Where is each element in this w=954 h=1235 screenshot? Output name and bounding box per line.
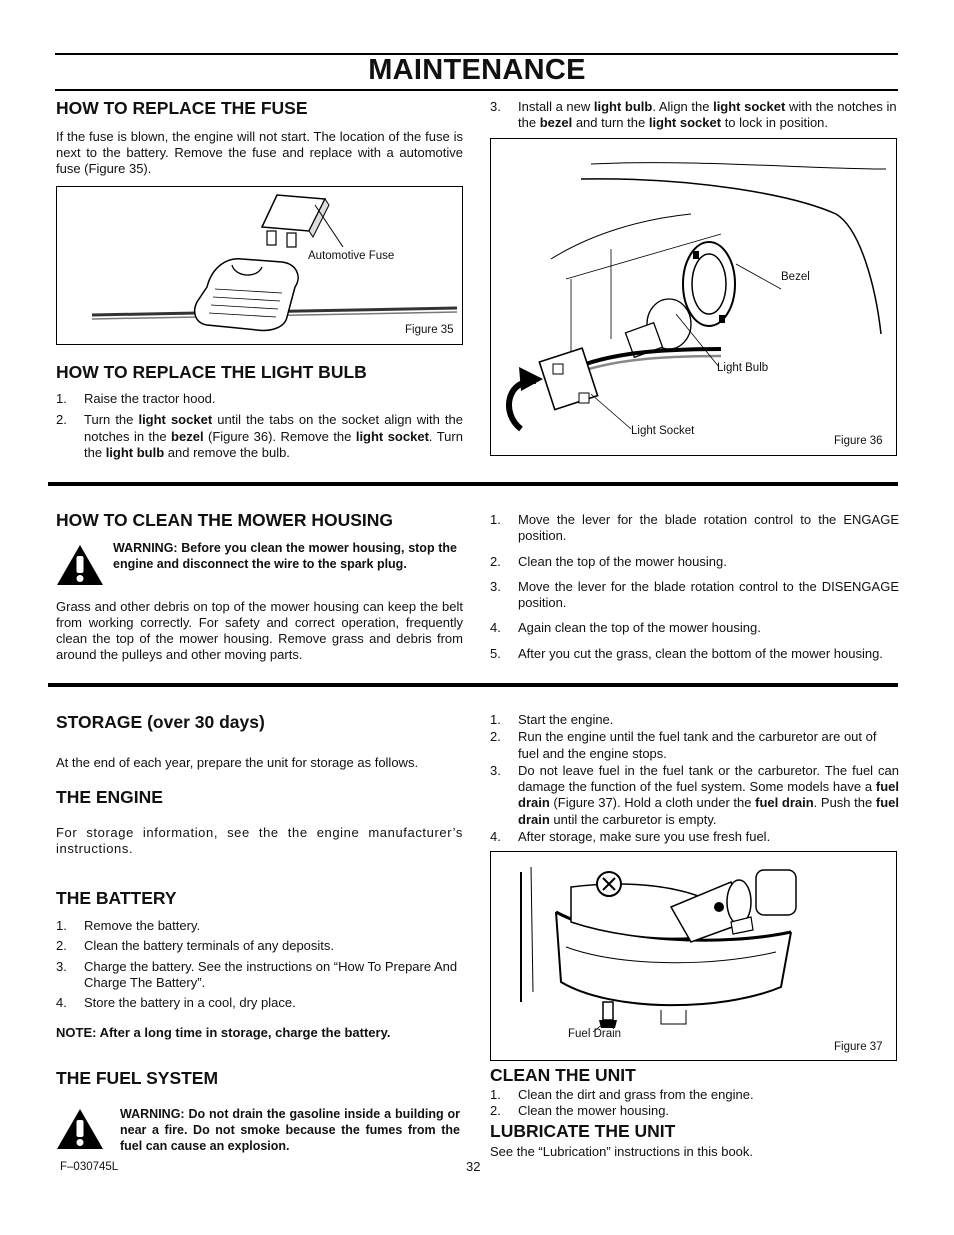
list-item: 4. After storage, make sure you use fresh fuel. <box>490 829 771 845</box>
section-divider <box>48 683 898 687</box>
battery-note: NOTE: After a long time in storage, charge the battery. <box>56 1025 391 1040</box>
title-rule <box>55 89 898 91</box>
section-divider <box>48 482 898 486</box>
fuse-illustration <box>57 187 462 344</box>
lubricate-heading: LUBRICATE THE UNIT <box>490 1121 676 1141</box>
warning-icon <box>56 1108 104 1150</box>
figure-37-label: Figure 37 <box>834 1041 883 1053</box>
storage-intro: At the end of each year, prepare the unit for storage as follows. <box>56 755 419 770</box>
page-title: MAINTENANCE <box>368 54 586 86</box>
fuel-drain-illustration <box>491 852 896 1060</box>
list-item: 4. Store the battery in a cool, dry place. <box>56 995 296 1011</box>
fuse-callout-label: Automotive Fuse <box>308 250 395 262</box>
battery-heading: THE BATTERY <box>56 888 177 908</box>
light-bulb-illustration <box>491 139 896 455</box>
list-item: 3. Install a new light bulb. Align the light socket with the notches in the bezel and turn the light socket to lock in position. <box>490 99 897 131</box>
storage-heading: STORAGE (over 30 days) <box>56 712 265 732</box>
clean-unit-steps <box>490 1087 899 1120</box>
bulb-steps-left <box>56 391 463 461</box>
figure-35 <box>56 186 463 345</box>
light-bulb-label: Light Bulb <box>717 362 769 374</box>
mower-warning: WARNING: Before you clean the mower housing, stop the engine and disconnect the wire to the spark plug. <box>113 541 457 571</box>
list-item: 3. Do not leave fuel in the fuel tank or the carburetor. The fuel can damage the function of the fuel system. Some models have a fuel drain (Figure 37). Hold a cloth under the fuel drain. Push the fuel drain until the carburetor is empty. <box>490 762 899 827</box>
fuse-heading: HOW TO REPLACE THE FUSE <box>56 98 308 118</box>
figure-35-label: Figure 35 <box>405 324 454 336</box>
bulb-steps-right <box>490 99 899 132</box>
list-item: 2. Clean the battery terminals of any deposits. <box>56 938 335 954</box>
figure-36-label: Figure 36 <box>834 435 883 447</box>
list-item: 4. Again clean the top of the mower housing. <box>490 620 761 636</box>
list-item: 2. Run the engine until the fuel tank and the carburetor are out of fuel and the engine stops. <box>490 729 877 761</box>
warning-icon <box>56 544 104 586</box>
battery-steps <box>56 918 465 1011</box>
mower-steps <box>490 512 899 662</box>
engine-heading: THE ENGINE <box>56 787 163 807</box>
mower-text: Grass and other debris on top of the mower housing can keep the belt from working correctly. For safety and correct operation, frequently clean the top of the mower housing. Remove grass and debris from around the pulleys and other moving parts. <box>56 599 463 662</box>
list-item: 2. Clean the top of the mower housing. <box>490 553 727 569</box>
bulb-heading: HOW TO REPLACE THE LIGHT BULB <box>56 362 367 382</box>
page-number: 32 <box>466 1159 481 1174</box>
list-item: 1. Start the engine. <box>490 712 614 727</box>
bezel-label: Bezel <box>781 271 810 283</box>
fuse-text: If the fuse is blown, the engine will not start. The location of the fuse is next to the battery. Remove the fuse and replace with a automotive fuse (Figure 35). <box>56 129 463 176</box>
list-item: 1. Raise the tractor hood. <box>56 391 216 406</box>
document-code: F–030745L <box>60 1161 119 1173</box>
list-item: 3. Move the lever for the blade rotation control to the DISENGAGE position. <box>490 578 899 611</box>
fuel-warning: WARNING: Do not drain the gasoline inside a building or near a fire. Do not smoke because the fumes from the fuel can cause an explosion. <box>120 1107 460 1153</box>
fuel-heading: THE FUEL SYSTEM <box>56 1068 219 1088</box>
list-item: 3. Charge the battery. See the instructions on “How To Prepare And Charge The Battery”. <box>56 958 458 990</box>
lubricate-text: See the “Lubrication” instructions in this book. <box>490 1144 754 1159</box>
list-item: 2. Turn the light socket until the tabs on the socket align with the notches in the bezel (Figure 36). Remove the light socket. Turn the light bulb and remove the bulb. <box>56 412 463 460</box>
mower-heading: HOW TO CLEAN THE MOWER HOUSING <box>56 510 394 530</box>
clean-unit-heading: CLEAN THE UNIT <box>490 1065 636 1085</box>
list-item: 5. After you cut the grass, clean the bottom of the mower housing. <box>490 645 883 661</box>
light-socket-label: Light Socket <box>631 425 695 437</box>
list-item: 1. Remove the battery. <box>56 918 201 933</box>
list-item: 1. Move the lever for the blade rotation control to the ENGAGE position. <box>490 512 899 544</box>
figure-36 <box>490 138 897 456</box>
fuel-drain-label: Fuel Drain <box>568 1028 622 1040</box>
engine-text: For storage information, see the the engine manufacturer’s instructions. <box>56 825 463 856</box>
figure-37 <box>490 851 897 1061</box>
list-item: 1. Clean the dirt and grass from the engine. <box>490 1087 754 1102</box>
list-item: 2. Clean the mower housing. <box>490 1103 670 1119</box>
fuel-steps <box>490 712 899 845</box>
